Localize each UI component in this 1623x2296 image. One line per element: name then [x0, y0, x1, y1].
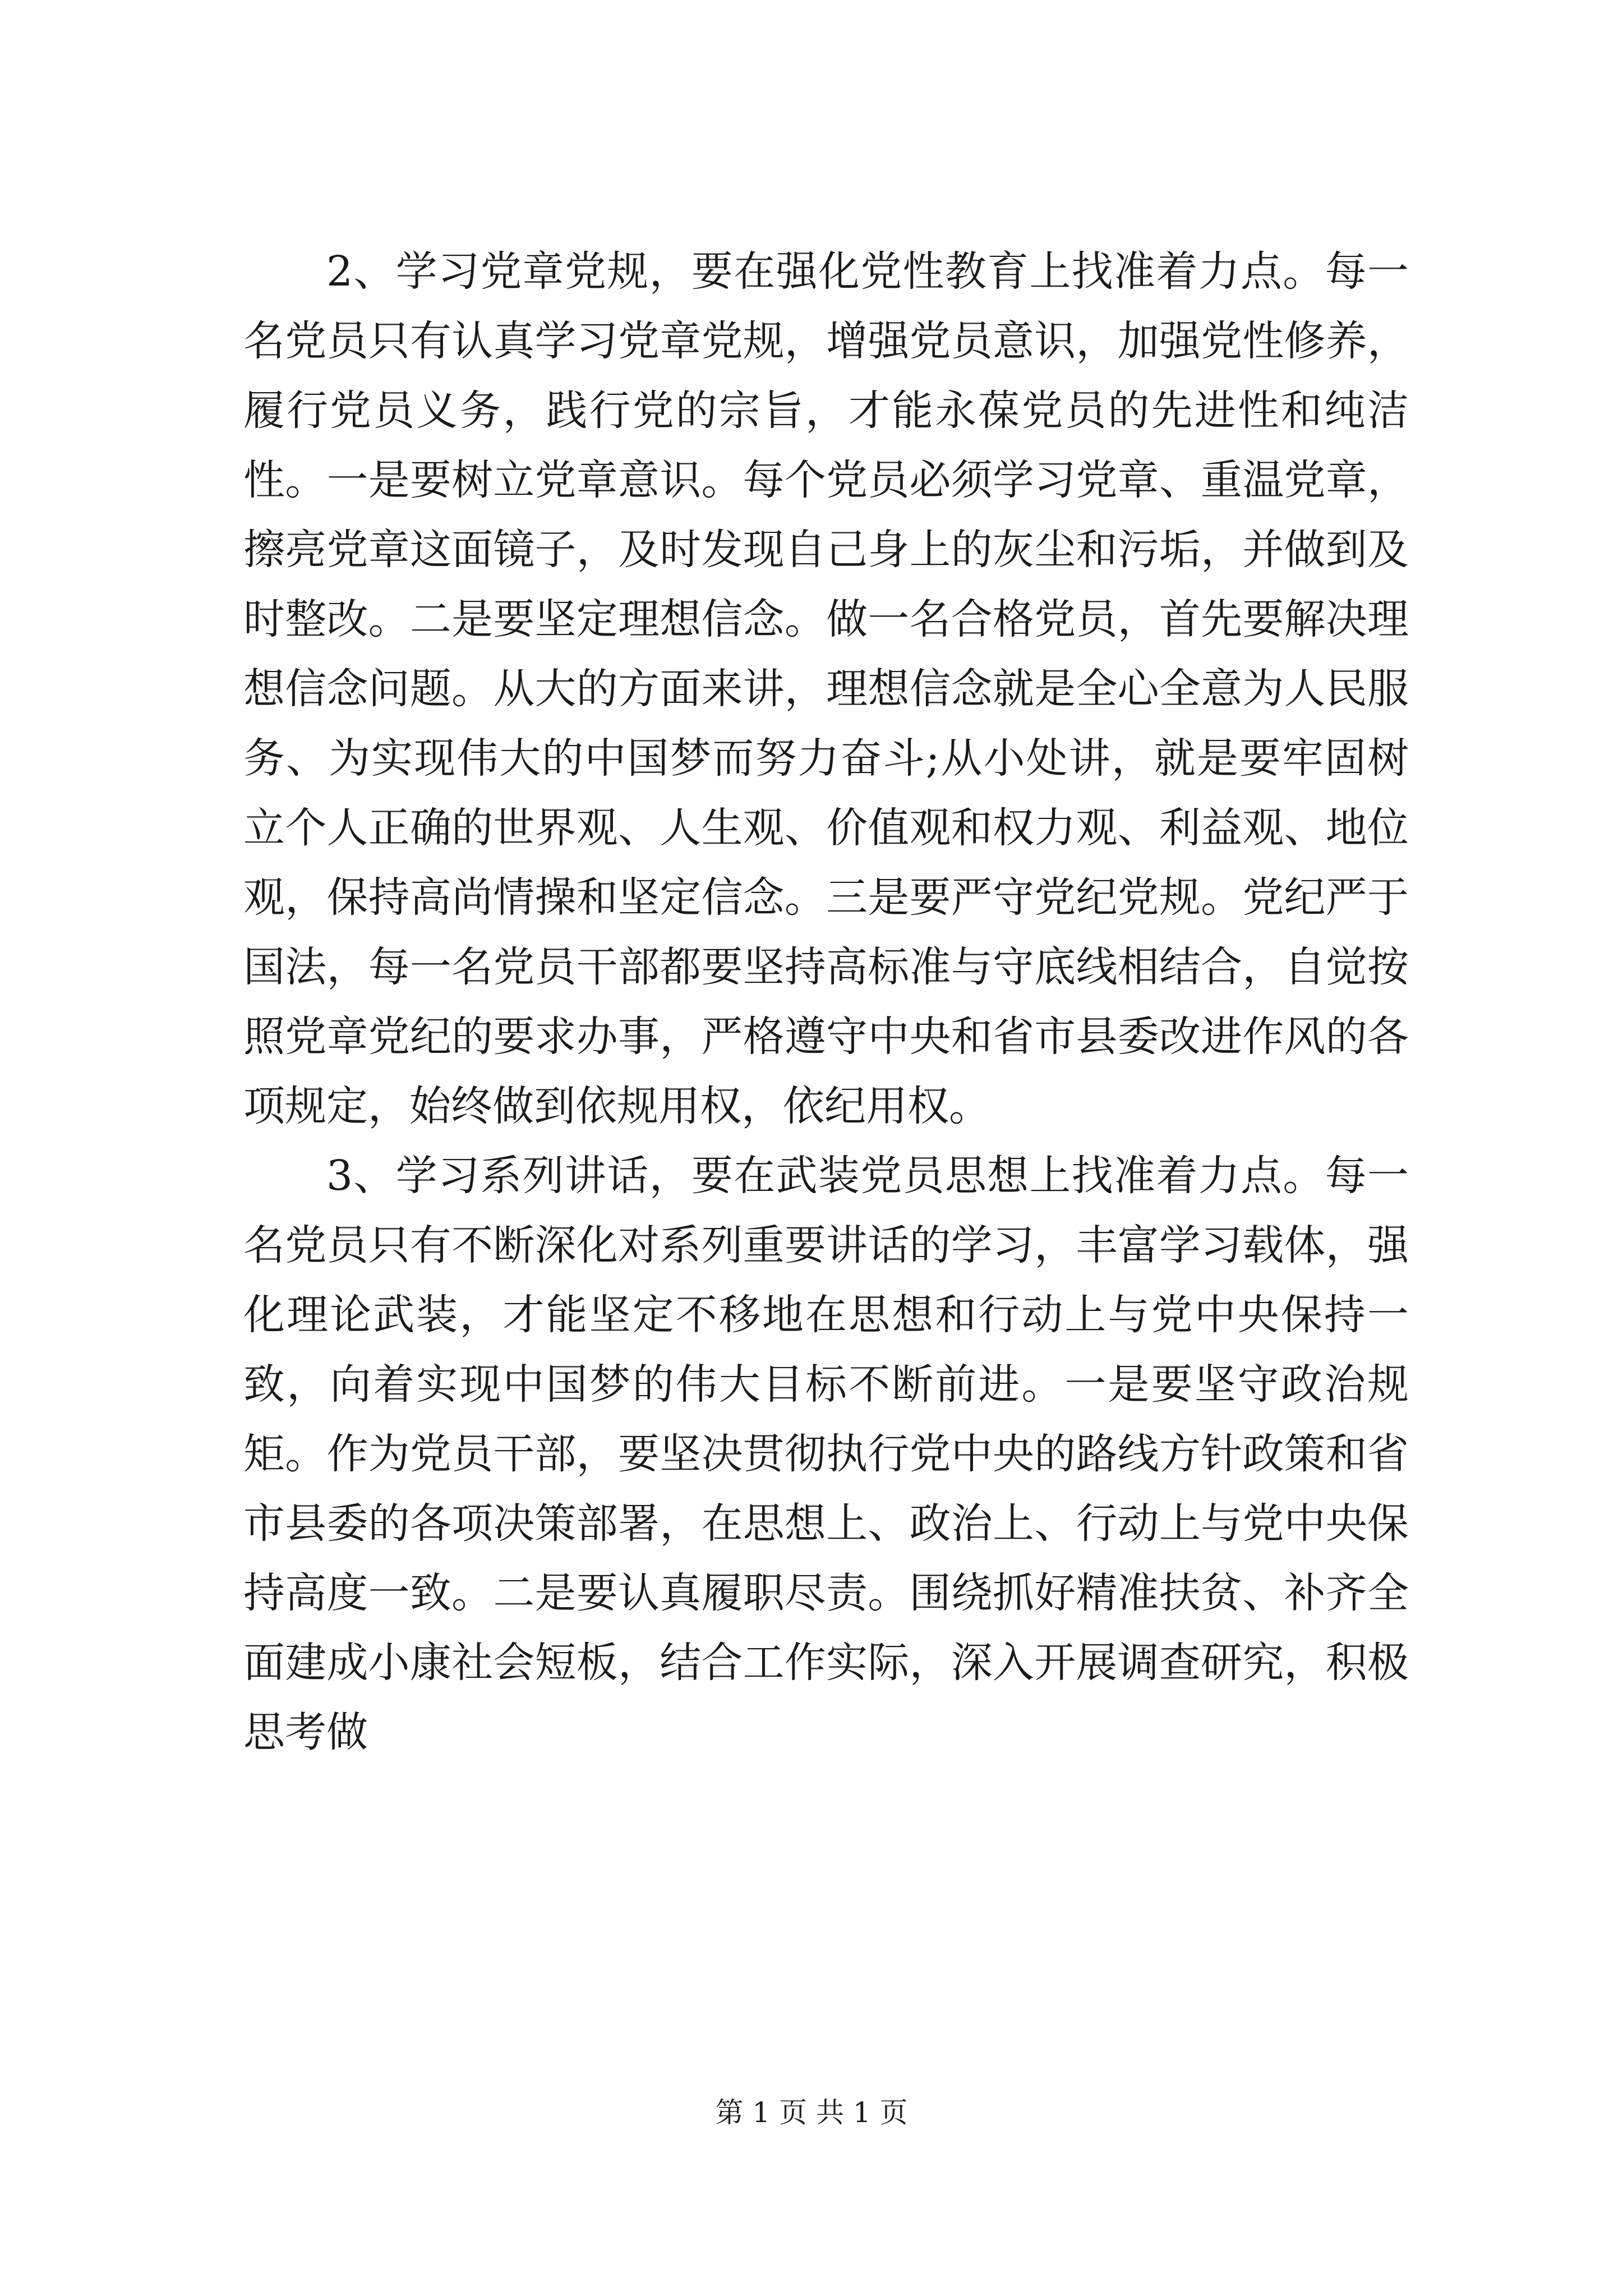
paragraph-2: 2、学习党章党规，要在强化党性教育上找准着力点。每一名党员只有认真学习党章党规，增强党员意识，加强党性修养，履行党员义务，践行党的宗旨，才能永葆党员的先进性和纯洁性。一是要树立党章意识。每个党员必须学习党章、重温党章，擦亮党章这面镜子，及时发现自己身上的灰尘和污垢，并做到及时整改。二是要坚定理想信念。做一名合格党员，首先要解决理想信念问题。从大的方面来讲，理想信念就是全心全意为人民服务、为实现伟大的中国梦而努力奋斗;从小处讲，就是要牢固树立个人正确的世界观、人生观、价值观和权力观、利益观、地位观，保持高尚情操和坚定信念。三是要严守党纪党规。党纪严于国法，每一名党员干部都要坚持高标准与守底线相结合，自觉按照党章党纪的要求办事，严格遵守中央和省市县委改进作风的各项规定，始终做到依规用权，依纪用权。: [243, 247, 1409, 1130]
document-body: [243, 237, 1409, 1767]
paragraph-3: 3、学习系列讲话，要在武装党员思想上找准着力点。每一名党员只有不断深化对系列重要讲话的学习，丰富学习载体，强化理论武装，才能坚定不移地在思想和行动上与党中央保持一致，向着实现中国梦的伟大目标不断前进。一是要坚守政治规矩。作为党员干部，要坚决贯彻执行党中央的路线方针政策和省市县委的各项决策部署，在思想上、政治上、行动上与党中央保持高度一致。二是要认真履职尽责。围绕抓好精准扶贫、补齐全面建成小康社会短板，结合工作实际，深入开展调查研究，积极思考做: [243, 1152, 1409, 1756]
page-footer: 第 1 页 共 1 页: [715, 2096, 908, 2129]
